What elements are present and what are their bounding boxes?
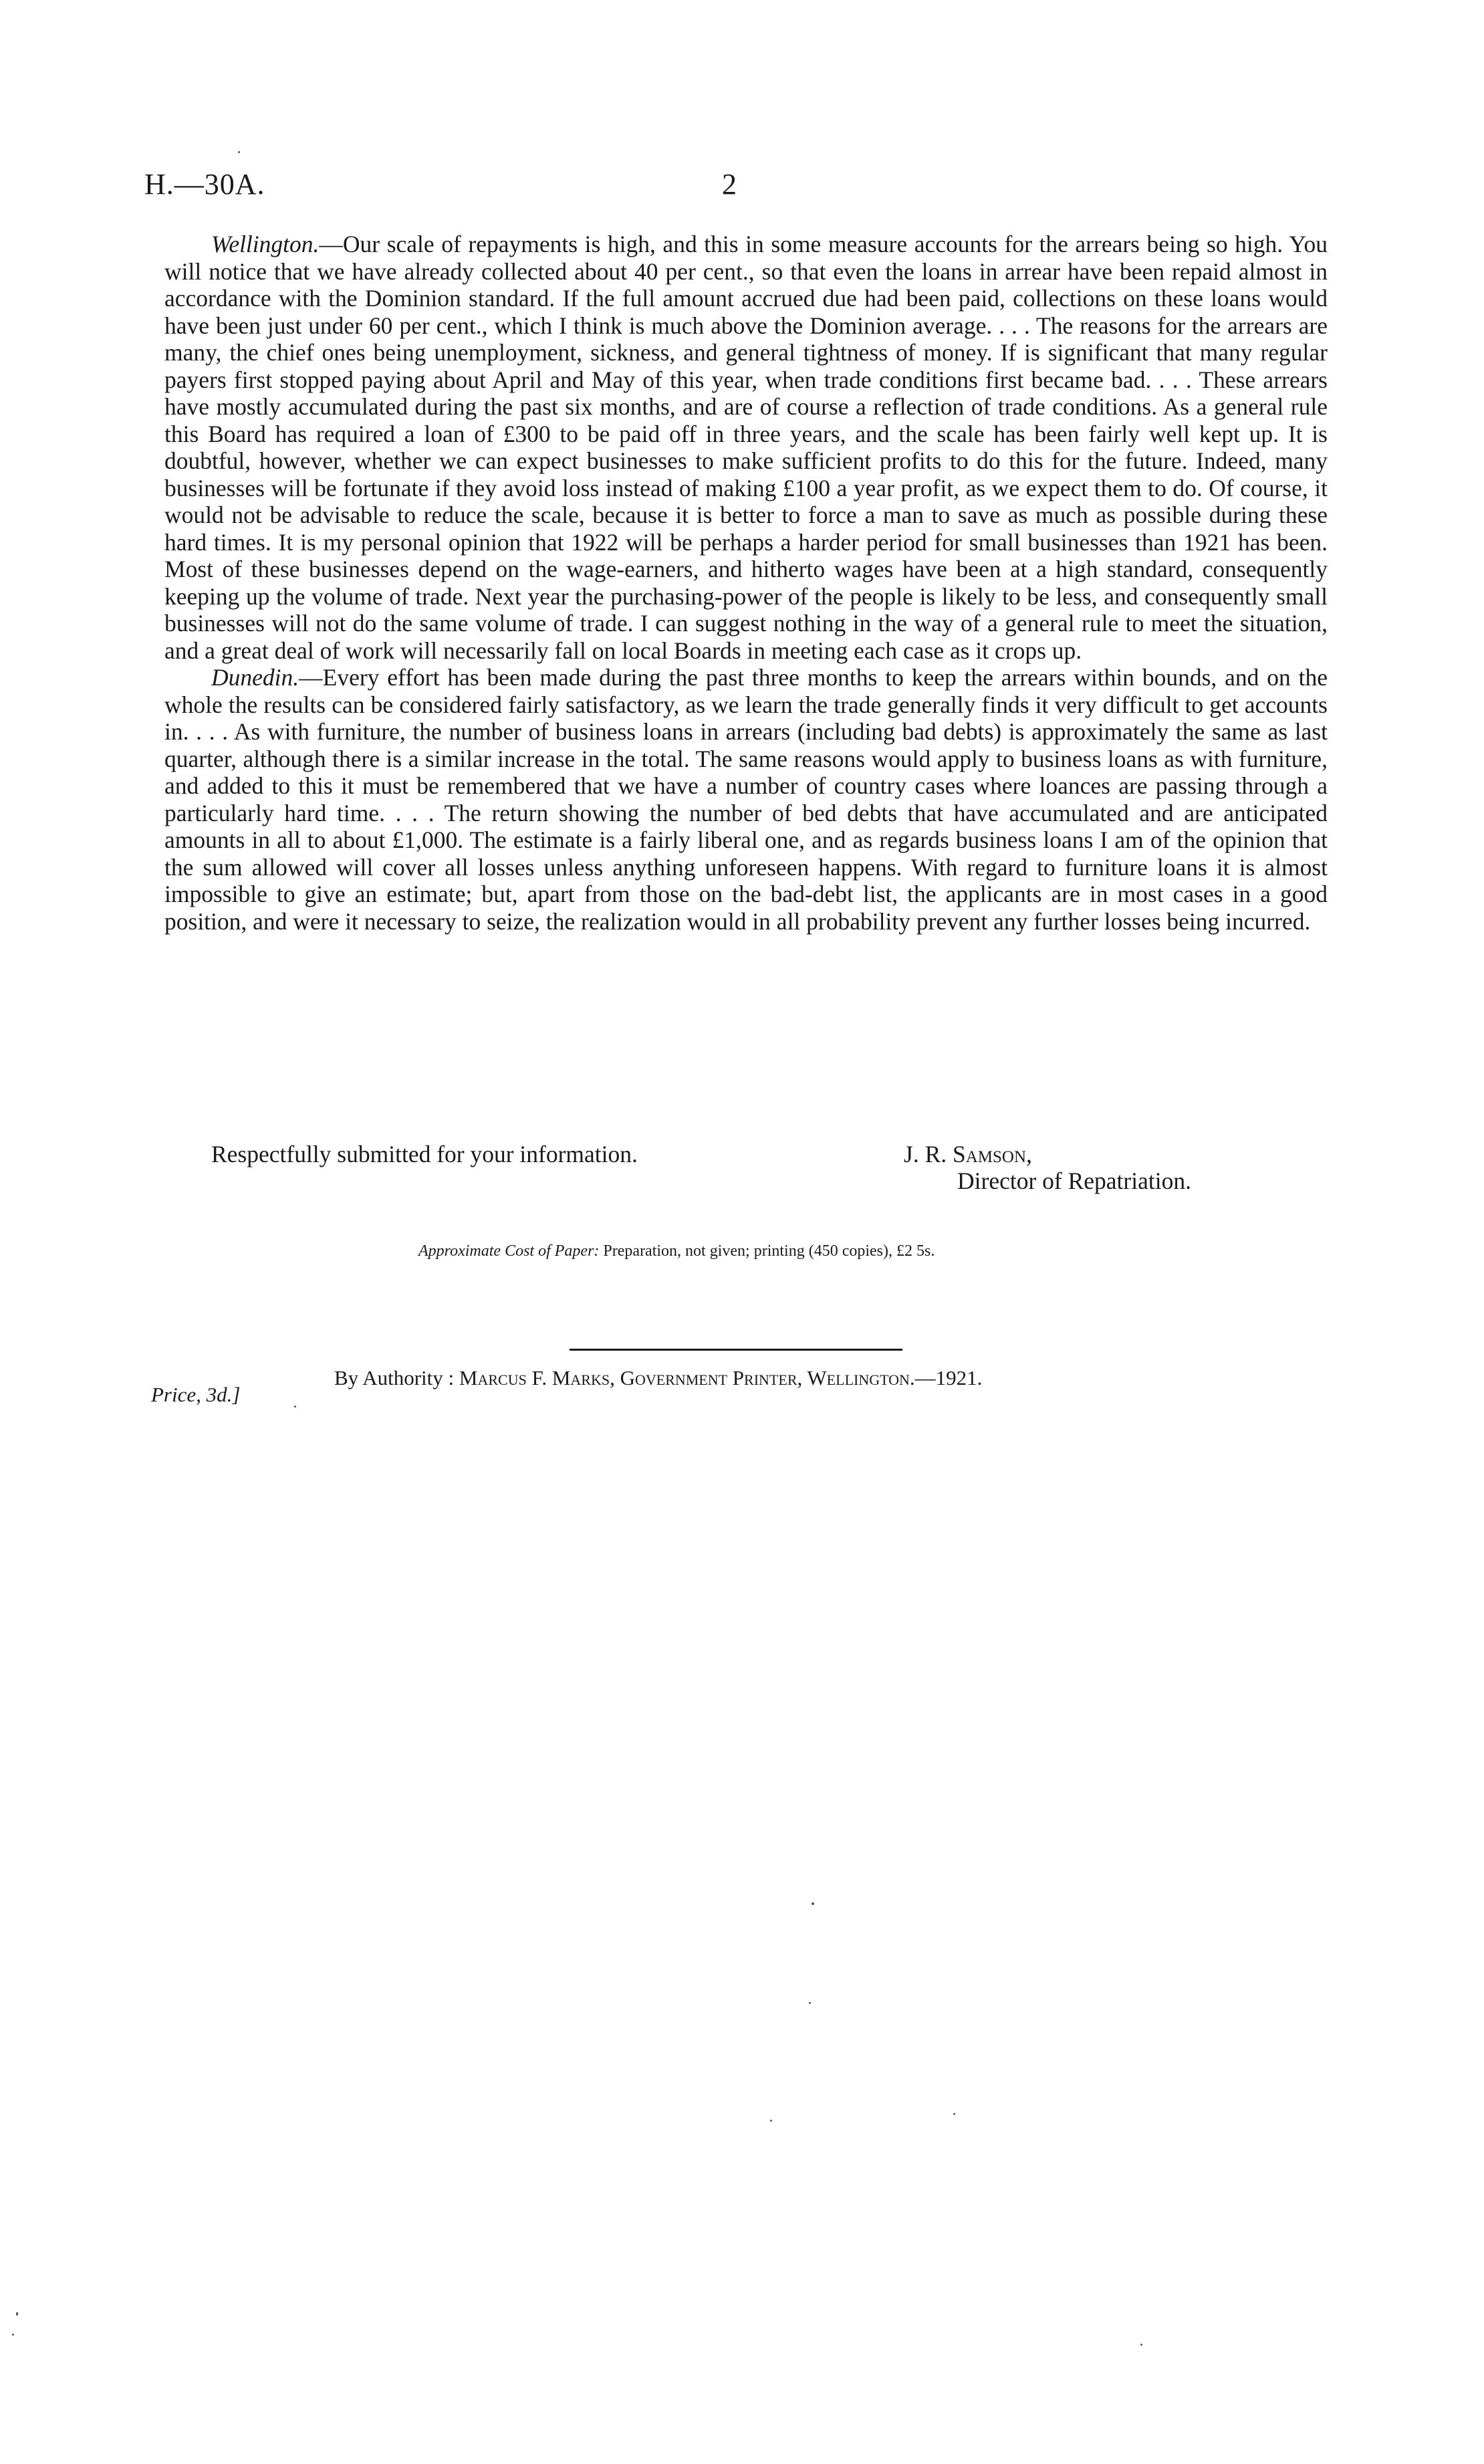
closing-line: Respectfully submitted for your information. <box>211 1141 638 1167</box>
document-reference: H.—30A. <box>144 168 265 201</box>
imprint-text: Marcus F. Marks, Government Printer, Wellington.—1921. <box>459 1366 983 1389</box>
paper-speck <box>809 2002 811 2004</box>
paper-speck <box>238 151 240 153</box>
signatory-title: Director of Repatriation. <box>957 1167 1191 1194</box>
horizontal-rule <box>570 1349 902 1351</box>
paper-speck <box>12 2334 14 2336</box>
signatory-name: J. R. Samson, <box>904 1141 1032 1167</box>
paper-speck <box>1140 2344 1142 2346</box>
wellington-label: Wellington. <box>211 231 320 257</box>
dunedin-text: —Every effort has been made during the past three months to keep the arrears within bounds, and on the whole the results can be considered fairly satisfactory, as we learn the trade generally finds it very difficult to get accounts in. . . . As with furniture, the number of business loans in arrears (including bad debts) is approximately the same as last quarter, although there is a similar increase in the total. The same reasons would apply to business loans as with furniture, and added to this it must be remembered that we have a number of country cases where loances are passing through a particularly hard time. . . . The return showing the number of bed debts that have accumulated and are anticipated amounts in all to about £1,000. The estimate is a fairly liberal one, and as regards business loans I am of the opinion that the sum allowed will cover all losses unless anything unforeseen happens. With regard to furniture loans it is almost impossible to give an estimate; but, apart from those on the bad-debt list, the applicants are in most cases in a good position, and were it necessary to seize, the realization would in all probability prevent any further losses being incurred. <box>164 664 1328 935</box>
paper-speck <box>770 2120 772 2122</box>
report-body <box>164 231 1328 935</box>
printer-imprint <box>334 1366 982 1390</box>
cost-note-label: Approximate Cost of Paper: <box>418 1242 600 1260</box>
wellington-text: —Our scale of repayments is high, and this in some measure accounts for the arrears being so high. You will notice that we have already collected about 40 per cent., so that even the loans in arrear have been repaid almost in accordance with the Dominion standard. If the full amount accrued due had been paid, collections on these loans would have been just under 60 per cent., which I think is much above the Dominion average. . . . The reasons for the arrears are many, the chief ones being unemployment, sickness, and general tightness of money. If is significant that many regular payers first stopped paying about April and May of this year, when trade conditions first became bad. . . . These arrears have mostly accumulated during the past six months, and are of course a reflection of trade conditions. As a general rule this Board has required a loan of £300 to be paid off in three years, and the scale has been fairly well kept up. It is doubtful, however, whether we can expect businesses to make sufficient profits to do this for the future. Indeed, many businesses will be fortunate if they avoid loss instead of making £100 a year profit, as we expect them to do. Of course, it would not be advisable to reduce the scale, because it is better to force a man to save as much as possible during these hard times. It is my personal opinion that 1922 will be perhaps a harder period for small businesses than 1921 has been. Most of these businesses depend on the wage-earners, and hitherto wages have been at a high standard, consequently keeping up the volume of trade. Next year the purchasing-power of the people is likely to be less, and consequently small businesses will not do the same volume of trade. I can suggest nothing in the way of a general rule to meet the situation, and a great deal of work will necessarily fall on local Boards in meeting each case as it crops up. <box>164 231 1328 664</box>
paper-speck <box>953 2113 955 2115</box>
dunedin-label: Dunedin. <box>211 664 299 691</box>
paragraph-dunedin <box>164 664 1328 935</box>
paper-speck <box>812 1902 814 1905</box>
paragraph-wellington <box>164 231 1328 664</box>
price-label: Price, 3d.] <box>151 1383 241 1406</box>
imprint-prefix: By Authority : <box>334 1366 455 1389</box>
paper-speck <box>294 1406 296 1408</box>
page-number: 2 <box>722 168 737 201</box>
paper-speck <box>16 2312 18 2316</box>
cost-of-paper-note <box>418 1242 935 1260</box>
cost-note-text: Preparation, not given; printing (450 copies), £2 5s. <box>603 1242 935 1260</box>
